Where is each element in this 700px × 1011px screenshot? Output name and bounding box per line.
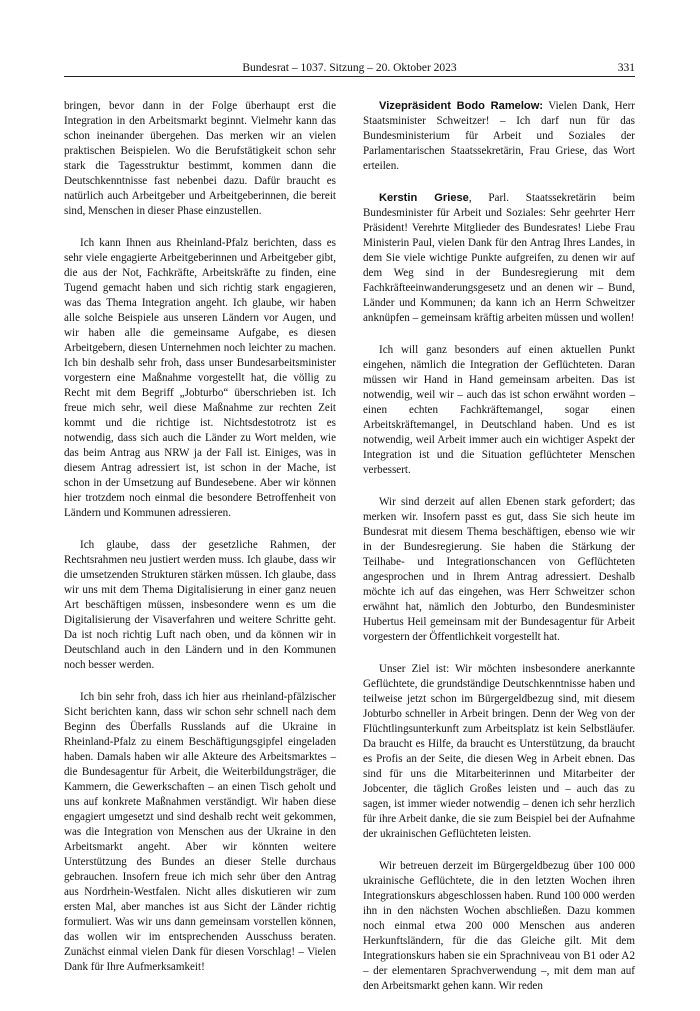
left-paragraph-4: Ich bin sehr froh, dass ich hier aus rheinland-pfälzischer Sicht berichten kann, dass wir schon sehr schnell nach dem Beginn des Überfalls Russlands auf die Ukraine in Rheinland-Pfalz zu einem Beschäftigungsgipfel eingeladen haben. Damals haben wir alle Akteure des Arbeitsmarktes – die Bundesagentur für Arbeit, die Weiterbildungsträger, die Kammern, die Gewerkschaften – an einen Tisch geholt und uns auf konkrete Maßnahmen verständigt. Wir haben diese engagiert umgesetzt und sind deshalb recht weit gekommen, was die Integration von Menschen aus der Ukraine in den Arbeitsmarkt angeht. Aber wir könnten weitere Unterstützung des Bundes an dieser Stelle durchaus gebrauchen. Insofern freue ich mich sehr über den Antrag aus Nordrhein-Westfalen. Nicht alles diskutieren wir zum ersten Mal, aber manches ist aus Sicht der Länder richtig formuliert. Was wir uns dann gemeinsam vorstellen können, das wollen wir im entsprechenden Ausschuss beraten. Zunächst einmal vielen Dank für diesen Vorschlag! – Vielen Dank für Ihre Aufmerksamkeit! xyxy=(64,691,336,973)
page-number: 331 xyxy=(617,62,635,74)
page-header xyxy=(64,60,635,77)
right-paragraph-4: Wir betreuen derzeit im Bürgergeldbezug über 100 000 ukrainische Geflüchtete, die in den letzten Wochen ihren Integrationskurs abgeschlossen haben. Rund 100 000 werden ihn in den nächsten Wochen abschließen. Dazu kommen noch einmal etwa 200 000 Menschen aus anderen Herkunftsländern, für die das Gleiche gilt. Mit dem Integrationskurs haben sie ein Sprachniveau von B1 oder A2 – der elementaren Sprachverwendung –, mit dem man auf den Arbeitsmarkt gehen kann. Wir reden xyxy=(363,860,635,992)
speaker-paragraph-griese xyxy=(363,191,635,326)
header-title: Bundesrat – 1037. Sitzung – 20. Oktober 2023 xyxy=(242,62,457,74)
right-paragraph-2: Wir sind derzeit auf allen Ebenen stark gefordert; das merken wir. Insofern passt es gut, dass Sie sich heute im Bundesrat mit diesem Thema beschäftigen, ebenso wie wir in der Bundesregierung. Sie haben die Stärkung der Teilhabe- und Integrationschancen von Geflüchteten angesprochen und in Ihrem Antrag adressiert. Deshalb möchte ich auf das eingehen, was Herr Schweitzer schon erwähnt hat, nämlich den Jobturbo, den Bundesminister Hubertus Heil gemeinsam mit der Bundesagentur für Arbeit vorgestern der Öffentlichkeit vorgestellt hat. xyxy=(363,496,635,643)
speaker-text-griese: , Parl. Staatssekretärin beim Bundesminister für Arbeit und Soziales: Sehr geehrter Herr Präsident! Verehrte Mitglieder des Bundesrates! Liebe Frau Ministerin Paul, vielen Dank für den Antrag Ihres Landes, in dem Sie viele wichtige Punkte aufgreifen, zu denen wir auf dem Weg sind in der Bundesregierung mit dem Fachkräfteeinwanderungsgesetz und an denen wir – Bund, Länder und Kommunen; da kann ich an Herrn Schweitzer anknüpfen – gemeinsam kräftig arbeiten müssen und wollen! xyxy=(363,192,635,324)
left-column xyxy=(64,99,336,992)
speaker-name-griese: Kerstin Griese xyxy=(379,192,469,204)
right-paragraph-1: Ich will ganz besonders auf einen aktuellen Punkt eingehen, nämlich die Integration der Geflüchteten. Daran müssen wir Hand in Hand gemeinsam arbeiten. Das ist notwendig, weil wir – auch das ist schon erwähnt worden – einen echten Fachkräftemangel, sogar einen Arbeitskräftemangel, in Deutschland haben. Und es ist notwendig, weil Arbeit immer auch ein wichtiger Aspekt der Integration ist und die Situation geflüchteter Menschen verbessert. xyxy=(363,344,635,476)
right-paragraph-3: Unser Ziel ist: Wir möchten insbesondere anerkannte Geflüchtete, die grundständige Deutschkenntnisse haben und teilweise jetzt schon im Bürgergeldbezug sind, mit diesem Jobturbo schneller in Arbeit bringen. Denn der Weg von der Flüchtlingsunterkunft zum Arbeitsplatz ist kein Selbstläufer. Da braucht es Hilfe, da braucht es Unterstützung, da braucht es Profis an der Seite, die diesen Weg in Arbeit ebnen. Das sind für uns die Mitarbeiterinnen und Mitarbeiter der Jobcenter, die täglich Großes leisten und – auch das zu sagen, ist immer wieder notwendig – denen ich sehr herzlich für ihre Arbeit danke, die sie zum Beispiel bei der Aufnahme der ukrainischen Geflüchteten leisten. xyxy=(363,663,635,840)
speaker-name-ramelow: Vizepräsident Bodo Ramelow: xyxy=(379,100,544,112)
speaker-text-ramelow: Vielen Dank, Herr Staatsminister Schweitzer! – Ich darf nun für das Bundesministerium für Arbeit und Soziales der Parlamentarischen Staatssekretärin, Frau Griese, das Wort erteilen. xyxy=(363,100,635,172)
left-paragraph-1: bringen, bevor dann in der Folge überhaupt erst die Integration in den Arbeitsmarkt beginnt. Vielmehr kann das schon ineinander übergehen. Das merken wir an vielen praktischen Beispielen. Wo die Berufstätigkeit schon sehr stark die Tagesstruktur bestimmt, kommen dann die Deutschkenntnisse fast nebenbei dazu. Dafür braucht es natürlich auch Arbeitgeber und Arbeitgeberinnen, die bereit sind, Menschen in dieser Phase einzustellen. xyxy=(64,100,336,217)
speaker-paragraph-ramelow xyxy=(363,99,635,174)
left-paragraph-2: Ich kann Ihnen aus Rheinland-Pfalz berichten, dass es sehr viele engagierte Arbeitgeberinnen und Arbeitgeber gibt, die aus der Not, Fachkräfte, Arbeitskräfte zu finden, eine Tugend gemacht haben und sich richtig stark engagieren, was das Thema Integration angeht. Ich glaube, wir haben alle solche Beispiele aus unseren Ländern vor Augen, und wir haben alle die gemeinsame Aufgabe, es diesen Arbeitgebern, diesen Unternehmen noch leichter zu machen. Ich bin deshalb sehr froh, dass unser Bundesarbeitsminister vorgestern eine Maßnahme vorgestellt hat, die völlig zu Recht mit dem Begriff „Jobturbo“ überschrieben ist. Ich freue mich sehr, weil diese Maßnahme zur rechten Zeit kommt und die richtige ist. Nichtsdestotrotz ist es notwendig, dass sich auch die Länder zu Wort melden, wie das beim Antrag aus NRW ja der Fall ist. Einiges, was in diesem Antrag adressiert ist, ist schon in der Mache, ist schon in der Umsetzung auf Bundesebene. Aber wir können hier trotzdem noch einmal die besondere Betroffenheit von Ländern und Kommunen adressieren. xyxy=(64,237,336,519)
right-column xyxy=(363,99,635,1011)
left-paragraph-3: Ich glaube, dass der gesetzliche Rahmen, der Rechtsrahmen neu justiert werden muss. Ich glaube, dass wir die umsetzenden Strukturen stärken müssen. Ich glaube, dass wir uns mit dem Thema Digitalisierung in einer ganz neuen Art beschäftigen müssen, insbesondere wenn es um die Digitalisierung der Visaverfahren und weitere Schritte geht. Da ist noch richtig Luft nach oben, und da können wir in Deutschland auch in den Ländern und in den Kommunen noch besser werden. xyxy=(64,539,336,671)
